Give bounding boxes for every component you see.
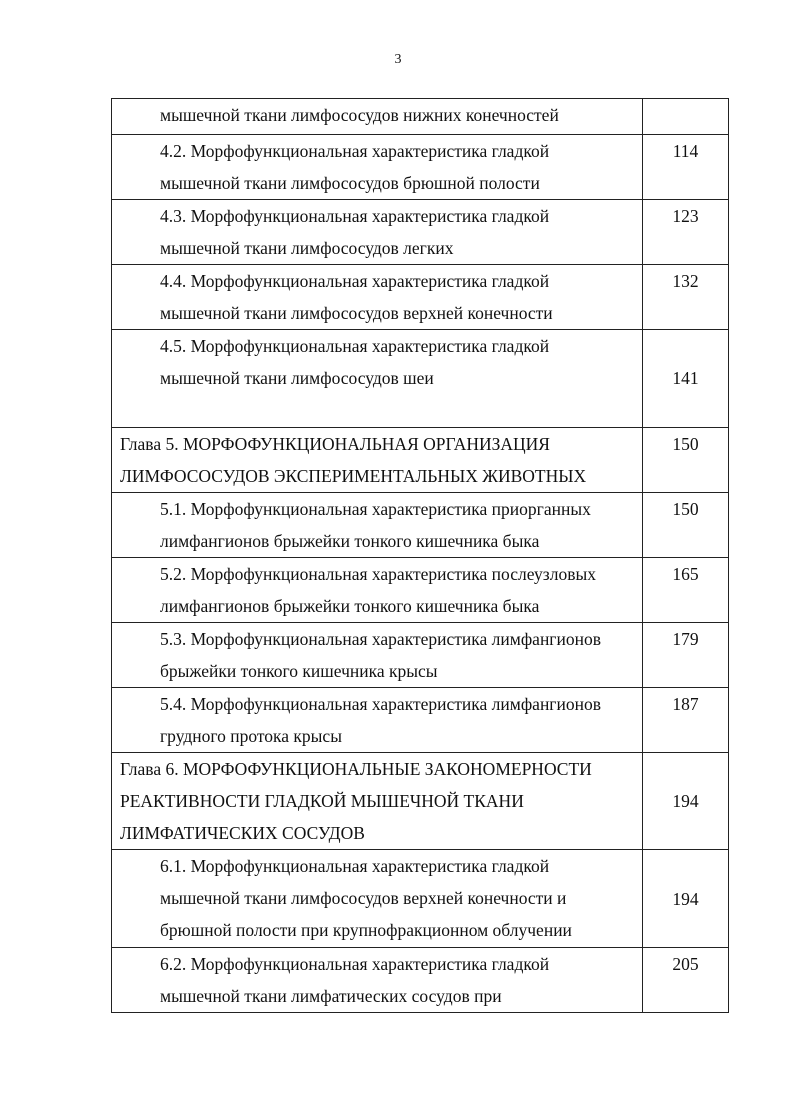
toc-section-row [112, 850, 729, 948]
toc-page-number: 150 [672, 434, 699, 454]
toc-entry-title [112, 493, 643, 558]
toc-entry-page [643, 688, 729, 753]
toc-page-number: 114 [672, 141, 699, 161]
toc-entry-page [643, 330, 729, 428]
toc-entry-title [112, 753, 643, 850]
toc-entry-line: 5.3. Морфофункциональная характеристика лимфангионов [160, 629, 601, 649]
toc-page-number: 150 [672, 499, 699, 519]
toc-section-row [112, 948, 729, 1013]
toc-entry-line: брыжейки тонкого кишечника крысы [160, 661, 438, 681]
toc-page-number: 179 [672, 629, 699, 649]
toc-section-row [112, 200, 729, 265]
toc-entry-page [643, 265, 729, 330]
toc-section-row [112, 330, 729, 428]
toc-entry-line: Глава 6. МОРФОФУНКЦИОНАЛЬНЫЕ ЗАКОНОМЕРНОСТИ [120, 759, 592, 779]
toc-chapter-row [112, 753, 729, 850]
toc-section-row [112, 558, 729, 623]
toc-section-row [112, 493, 729, 558]
toc-entry-title [112, 850, 643, 948]
toc-entry-page [643, 135, 729, 200]
toc-entry-line: 5.2. Морфофункциональная характеристика послеузловых [160, 564, 596, 584]
toc-entry-title [112, 428, 643, 493]
toc-entry-page [643, 558, 729, 623]
toc-entry-line: ЛИМФОСОСУДОВ ЭКСПЕРИМЕНТАЛЬНЫХ ЖИВОТНЫХ [120, 466, 587, 486]
toc-entry-line: лимфангионов брыжейки тонкого кишечника быка [160, 531, 540, 551]
toc-entry-title [112, 623, 643, 688]
toc-entry-line: 4.4. Морфофункциональная характеристика гладкой [160, 271, 550, 291]
toc-section-row [112, 135, 729, 200]
page-number: 3 [394, 52, 402, 67]
toc-entry-line: мышечной ткани лимфососудов брюшной полости [160, 173, 540, 193]
toc-page-number: 187 [672, 694, 699, 714]
toc-entry-page [643, 948, 729, 1013]
toc-entry-line: 6.1. Морфофункциональная характеристика гладкой [160, 856, 550, 876]
toc-entry-line: мышечной ткани лимфатических сосудов при [160, 986, 502, 1006]
toc-entry-line: 5.1. Морфофункциональная характеристика приорганных [160, 499, 591, 519]
toc-entry-line: мышечной ткани лимфососудов шеи [160, 368, 434, 388]
toc-section-row [112, 265, 729, 330]
toc-entry-line: мышечной ткани лимфососудов верхней конечности и [160, 888, 567, 908]
toc-page-number: 123 [672, 206, 699, 226]
toc-entry-line: 4.2. Морфофункциональная характеристика гладкой [160, 141, 550, 161]
toc-entry-line: Глава 5. МОРФОФУНКЦИОНАЛЬНАЯ ОРГАНИЗАЦИЯ [120, 434, 550, 454]
toc-entry-line: мышечной ткани лимфососудов верхней конечности [160, 303, 553, 323]
toc-section-row [112, 623, 729, 688]
toc-section-row [112, 688, 729, 753]
toc-section-row [112, 99, 729, 135]
toc-page-number: 132 [672, 271, 699, 291]
toc-entry-line: 6.2. Морфофункциональная характеристика гладкой [160, 954, 550, 974]
toc-entry-page [643, 200, 729, 265]
toc-entry-line: мышечной ткани лимфососудов нижних конечностей [160, 105, 559, 125]
toc-page-number [643, 99, 728, 131]
toc-page-number: 194 [672, 791, 699, 811]
toc-page-number: 194 [672, 888, 699, 909]
toc-entry-page [643, 753, 729, 850]
toc-entry-title [112, 99, 643, 135]
toc-entry-line: РЕАКТИВНОСТИ ГЛАДКОЙ МЫШЕЧНОЙ ТКАНИ [120, 791, 524, 811]
toc-entry-page [643, 623, 729, 688]
toc-entry-line: ЛИМФАТИЧЕСКИХ СОСУДОВ [120, 823, 365, 843]
toc-entry-line: 4.5. Морфофункциональная характеристика гладкой [160, 336, 550, 356]
toc-entry-page [643, 428, 729, 493]
toc-entry-page [643, 493, 729, 558]
toc-entry-line: 4.3. Морфофункциональная характеристика гладкой [160, 206, 550, 226]
toc-entry-title [112, 948, 643, 1013]
toc-entry-title [112, 135, 643, 200]
toc-entry-title [112, 265, 643, 330]
toc-page-number: 165 [672, 564, 699, 584]
toc-page-number: 141 [672, 368, 699, 388]
toc-entry-line: лимфангионов брыжейки тонкого кишечника быка [160, 596, 540, 616]
toc-chapter-row [112, 428, 729, 493]
toc-entry-line: мышечной ткани лимфососудов легких [160, 238, 454, 258]
toc-page-number: 205 [672, 954, 699, 974]
toc-entry-title [112, 688, 643, 753]
toc-entry-line: 5.4. Морфофункциональная характеристика лимфангионов [160, 694, 601, 714]
toc-entry-line: грудного протока крысы [160, 726, 342, 746]
toc-entry-line: брюшной полости при крупнофракционном облучении [160, 920, 572, 940]
table-of-contents [111, 98, 729, 1013]
toc-entry-title [112, 330, 643, 428]
toc-entry-page [643, 99, 729, 135]
toc-entry-page [643, 850, 729, 948]
toc-entry-title [112, 558, 643, 623]
toc-entry-title [112, 200, 643, 265]
